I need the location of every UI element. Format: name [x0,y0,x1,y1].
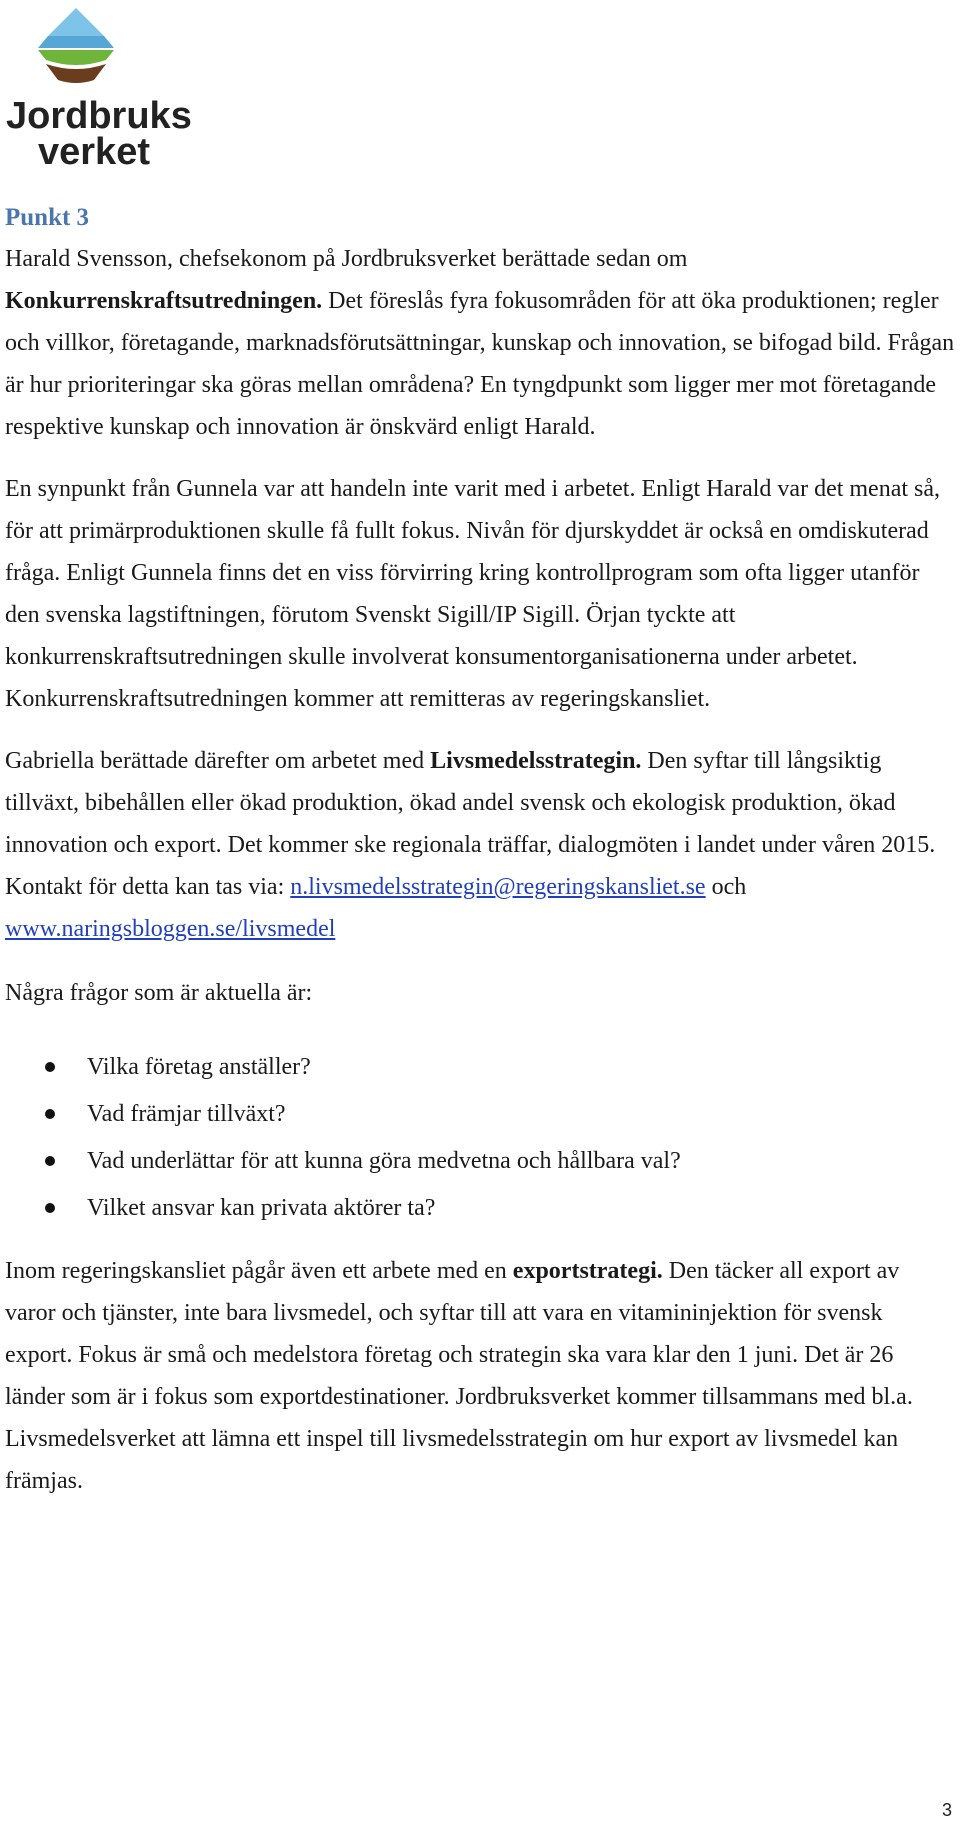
p5-bold-term: exportstrategi. [512,1258,663,1284]
paragraph-konkurrenskraft [5,238,955,448]
logo-text-line1: Jordbruks [6,95,192,137]
p3-text-start: Gabriella berättade därefter om arbetet med [5,748,431,774]
p3-bold-term: Livsmedelsstrategin. [430,748,642,774]
list-item: Vad främjar tillväxt? [5,1091,955,1138]
bullet-icon [45,1109,55,1119]
bullet-icon [45,1203,55,1213]
logo-text-line2: verket [38,131,150,168]
list-item: Vad underlättar för att kunna göra medvetna och hållbara val? [5,1138,955,1185]
paragraph-fragor-intro: Några frågor som är aktuella är: [5,980,313,1006]
jordbruksverket-logo [6,8,206,168]
p3-text-mid: Den syftar till långsiktig tillväxt, bibehållen eller ökad produktion, ökad andel svensk och ekologisk produktion, ökad innovation och export. Det kommer ske regionala träffar, dialogmöten i landet under våren 2015. Kontakt för detta kan tas via: [5,748,936,900]
page-number: 3 [941,1800,952,1820]
p5-text-rest: Den täcker all export av varor och tjänster, inte bara livsmedel, och syftar till att vara en vitamininjektion för svensk export. Fokus är små och medelstora företag och strategin ska vara klar den 1 juni. Det är 26 länder som är i fokus som exportdestinationer. Jordbruksverket kommer tillsammans med bl.a. Livsmedelsverket att lämna ett inspel till livsmedelsstrategin om hur export av livsmedel kan främjas. [5,1258,913,1494]
bullet-icon [45,1156,55,1166]
paragraph-livsmedelsstrategi [5,740,955,950]
document-body [5,198,955,1502]
paragraph-synpunkter: En synpunkt från Gunnela var att handeln inte varit med i arbetet. Enligt Harald var det menat så, för att primärproduktionen skulle få fullt fokus. Nivån för djurskyddet är också en omdiskuterad fråga. Enligt Gunnela finns det en viss förvirring kring kontrollprogram som ofta ligger utanför den svenska lagstiftningen, förutom Svenskt Sigill/IP Sigill. Örjan tyckte att konkurrenskraftsutredningen skulle involverat konsumentorganisationerna under arbetet. Konkurrenskraftsutredningen kommer att remitteras av regeringskansliet. [5,476,941,712]
list-item: Vilka företag anställer? [5,1044,955,1091]
question-list [5,1044,955,1232]
p3-text-och: och [705,874,747,900]
paragraph-exportstrategi [5,1250,955,1502]
bullet-icon [45,1062,55,1072]
p1-text-start: Harald Svensson, chefsekonom på Jordbruksverket berättade sedan om [5,246,688,272]
section-heading: Punkt 3 [5,204,90,231]
p1-bold-term: Konkurrenskraftsutredningen. [5,288,323,314]
website-link[interactable]: www.naringsbloggen.se/livsmedel [5,916,336,942]
p1-text-rest: Det föreslås fyra fokusområden för att öka produktionen; regler och villkor, företagande, marknadsförutsättningar, kunskap och innovation, se bifogad bild. Frågan är hur prioriteringar ska göras mellan områdena? En tyngdpunkt som ligger mer mot företagande respektive kunskap och innovation är önskvärd enligt Harald. [5,288,955,440]
logo-mark-icon [6,8,206,168]
list-item: Vilket ansvar kan privata aktörer ta? [5,1185,955,1232]
p5-text-start: Inom regeringskansliet pågår även ett arbete med en [5,1258,513,1284]
email-link[interactable]: n.livsmedelsstrategin@regeringskansliet.se [290,874,706,900]
